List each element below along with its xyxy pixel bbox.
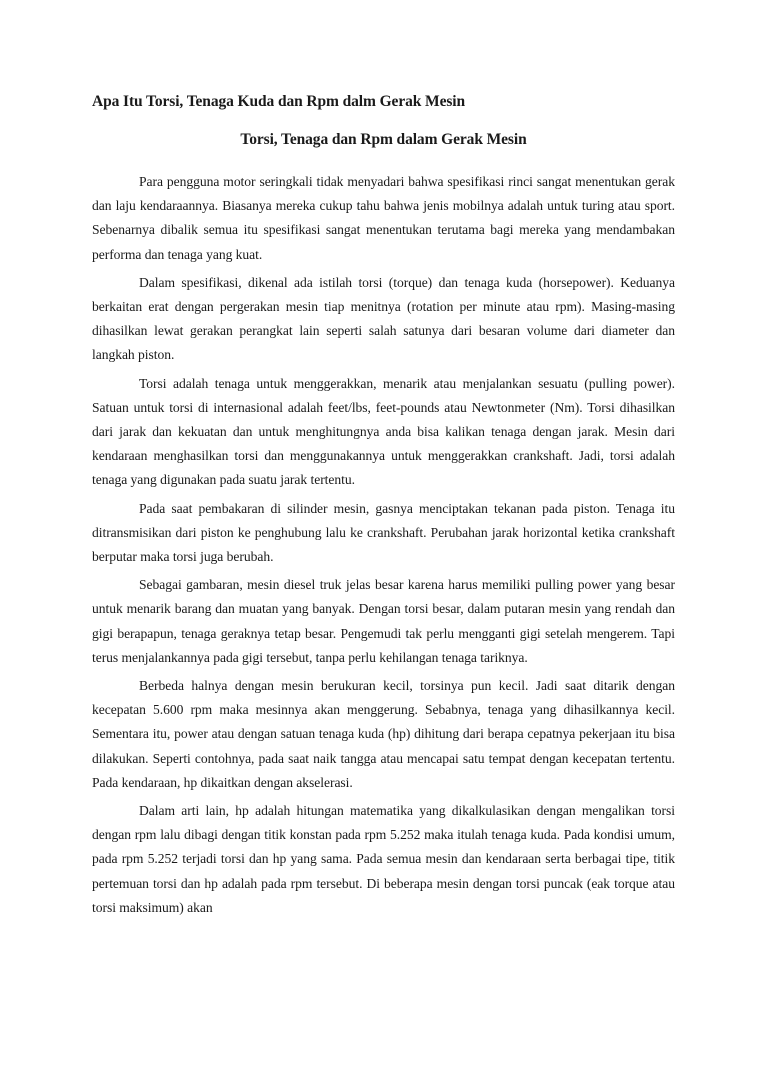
paragraph-4: Pada saat pembakaran di silinder mesin, gasnya menciptakan tekanan pada piston. Tenaga itu ditransmisikan dari piston ke penghubung lalu ke crankshaft. Perubahan jarak horizontal ketika crankshaft berputar maka torsi juga berubah. [92, 500, 675, 565]
document-title: Apa Itu Torsi, Tenaga Kuda dan Rpm dalm Gerak Mesin [92, 93, 466, 110]
paragraph-5: Sebagai gambaran, mesin diesel truk jelas besar karena harus memiliki pulling power yang besar untuk menarik barang dan muatan yang banyak. Dengan torsi besar, dalam putaran mesin yang rendah dan gigi berapapun, tenaga geraknya tetap besar. Pengemudi tak perlu mengganti gigi setelah mengerem. Tapi terus menjalankannya pada gigi tersebut, tanpa perlu kehilangan tenaga tariknya. [92, 577, 675, 665]
document-subtitle: Torsi, Tenaga dan Rpm dalam Gerak Mesin [240, 131, 527, 148]
paragraph-7: Dalam arti lain, hp adalah hitungan matematika yang dikalkulasikan dengan mengalikan torsi dengan rpm lalu dibagi dengan titik konstan pada rpm 5.252 maka itulah tenaga kuda. Pada kondisi umum, pada rpm 5.252 terjadi torsi dan hp yang sama. Pada semua mesin dan kendaraan serta berbagai tipe, titik pertemuan torsi dan hp adalah pada rpm tersebut. Di beberapa mesin dengan torsi puncak (eak torque atau torsi maksimum) akan [92, 803, 675, 915]
paragraph-3: Torsi adalah tenaga untuk menggerakkan, menarik atau menjalankan sesuatu (pulling power). Satuan untuk torsi di internasional adalah feet/lbs, feet-pounds atau Newtonmeter (Nm). Torsi dihasilkan dari jarak dan kekuatan dan untuk menghitungnya anda bisa kalikan tenaga dengan jarak. Mesin dari kendaraan menghasilkan torsi dan menggunakannya untuk menggerakkan crankshaft. Jadi, torsi adalah tenaga yang digunakan pada suatu jarak tertentu. [92, 375, 675, 488]
paragraph-6: Berbeda halnya dengan mesin berukuran kecil, torsinya pun kecil. Jadi saat ditarik dengan kecepatan 5.600 rpm maka mesinnya akan menggerung. Sebabnya, tenaga yang dihasilkannya kecil. Sementara itu, power atau dengan satuan tenaga kuda (hp) dihitung dari berapa cepatnya pekerjaan itu bisa dilakukan. Seperti contohnya, pada saat naik tangga atau mencapai satu tempat dengan kecepatan tertentu. Pada kendaraan, hp dikaitkan dengan akselerasi. [92, 678, 675, 790]
paragraph-2: Dalam spesifikasi, dikenal ada istilah torsi (torque) dan tenaga kuda (horsepower). Keduanya berkaitan erat dengan pergerakan mesin tiap menitnya (rotation per minute atau rpm). Masing-masing dihasilkan lewat gerakan perangkat lain seperti salah satunya dari besaran volume dari diameter dan langkah piston. [92, 274, 675, 363]
document-page [92, 92, 675, 924]
paragraph-1: Para pengguna motor seringkali tidak menyadari bahwa spesifikasi rinci sangat menentukan gerak dan laju kendaraannya. Biasanya mereka cukup tahu bahwa jenis mobilnya adalah untuk turing atau sport. Sebenarnya dibalik semua itu spesifikasi sangat menentukan terutama bagi mereka yang mendambakan performa dan tenaga yang kuat. [92, 174, 675, 262]
